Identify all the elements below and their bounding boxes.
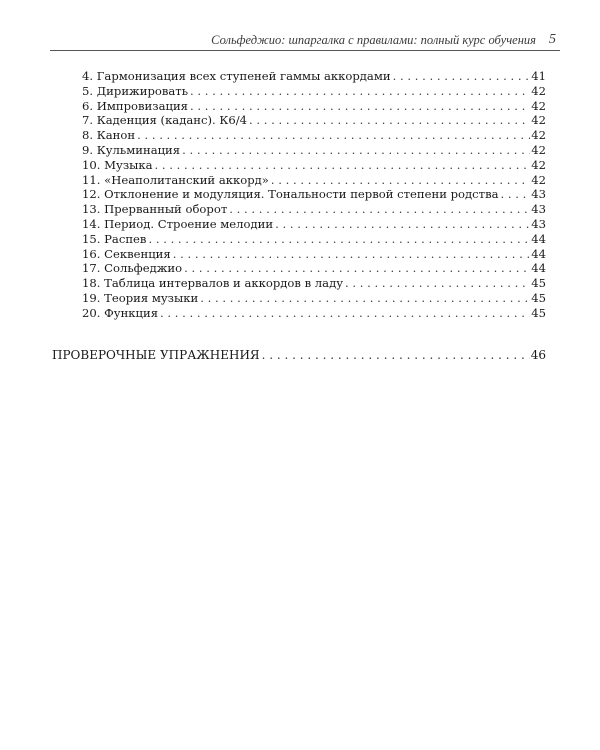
toc-entry-label: 10. Музыка	[82, 157, 153, 172]
toc-entry-label: 7. Каденция (каданс). К6/4	[82, 113, 248, 128]
toc-entry	[82, 143, 546, 158]
dot-leader	[249, 113, 530, 128]
toc-entry-label: 15. Распев	[82, 231, 147, 246]
dot-leader	[393, 69, 531, 84]
toc-entry	[82, 202, 546, 217]
toc-entry-page: 45	[531, 290, 546, 305]
dot-leader	[345, 276, 530, 291]
toc-entry	[82, 187, 546, 202]
toc-entry	[82, 173, 546, 188]
toc-entry-label: 18. Таблица интервалов и аккордов в ладу	[82, 276, 344, 291]
table-of-contents	[82, 69, 546, 321]
section-label: ПРОВЕРОЧНЫЕ УПРАЖНЕНИЯ	[52, 348, 260, 362]
section-entry	[52, 348, 546, 363]
toc-entry-label: 8. Канон	[82, 128, 136, 143]
dot-leader	[190, 84, 530, 99]
dot-leader	[271, 173, 530, 188]
dot-leader	[200, 291, 530, 306]
dot-leader	[173, 247, 531, 262]
toc-entry-label: 12. Отклонение и модуляция. Тональности первой степени родства	[82, 187, 499, 202]
toc-entry-page: 42	[531, 83, 546, 98]
toc-entry-label: 16. Секвенция	[82, 246, 171, 261]
toc-entry-label: 5. Дирижировать	[82, 83, 189, 98]
dot-leader	[501, 187, 531, 202]
toc-entry	[82, 128, 546, 143]
toc-entry	[82, 84, 546, 99]
book-title: Сольфеджио: шпаргалка с правилами: полный курс обучения	[211, 33, 536, 47]
toc-entry	[82, 217, 546, 232]
header-rule	[50, 50, 560, 51]
toc-entry	[82, 306, 546, 321]
section-page: 46	[530, 348, 546, 362]
toc-entry-page: 44	[531, 231, 546, 246]
dot-leader	[160, 306, 530, 321]
toc-entry-label: 17. Сольфеджио	[82, 261, 183, 276]
toc-entry	[82, 261, 546, 276]
toc-entry-page: 42	[531, 172, 546, 187]
toc-entry-label: 20. Функция	[82, 305, 159, 320]
toc-entry-label: 11. «Неаполитанский аккорд»	[82, 172, 269, 187]
toc-entry-label: 4. Гармонизация всех ступеней гаммы аккордами	[82, 69, 391, 83]
dot-leader	[190, 99, 530, 114]
toc-entry-page: 43	[531, 202, 546, 217]
toc-entry	[82, 113, 546, 128]
dot-leader	[137, 128, 530, 143]
dot-leader	[184, 261, 530, 276]
page-number: 5	[549, 32, 556, 47]
toc-entry	[82, 291, 546, 306]
toc-entry-page: 45	[531, 276, 546, 291]
toc-entry-label: 6. Импровизация	[82, 98, 188, 113]
toc-entry	[82, 158, 546, 173]
toc-entry	[82, 99, 546, 114]
toc-entry-page: 43	[531, 216, 546, 231]
toc-entry-label: 9. Кульминация	[82, 142, 181, 157]
toc-entry	[82, 232, 546, 247]
toc-entry-page: 44	[531, 246, 546, 261]
toc-entry-page: 42	[531, 142, 546, 157]
toc-entry	[52, 348, 546, 363]
dot-leader	[275, 217, 530, 232]
toc-entry	[82, 276, 546, 291]
toc-entry-page: 43	[531, 187, 546, 202]
toc-entry-page: 41	[531, 69, 546, 83]
toc-entry-label: 19. Теория музыки	[82, 290, 199, 305]
toc-entry-page: 45	[531, 305, 546, 320]
dot-leader	[148, 232, 530, 247]
toc-entry-label: 14. Период. Строение мелодии	[82, 216, 274, 231]
dot-leader	[262, 348, 530, 363]
toc-entry-page: 42	[531, 98, 546, 113]
dot-leader	[182, 143, 530, 158]
toc-entry-label: 13. Прерванный оборот	[82, 202, 228, 217]
toc-entry-page: 44	[531, 261, 546, 276]
dot-leader	[229, 202, 530, 217]
toc-entry-page: 42	[531, 113, 546, 128]
running-header	[50, 30, 560, 52]
dot-leader	[155, 158, 531, 173]
toc-entry	[82, 69, 546, 84]
toc-entry	[82, 247, 546, 262]
toc-entry-page: 42	[531, 128, 546, 143]
toc-entry-page: 42	[531, 157, 546, 172]
